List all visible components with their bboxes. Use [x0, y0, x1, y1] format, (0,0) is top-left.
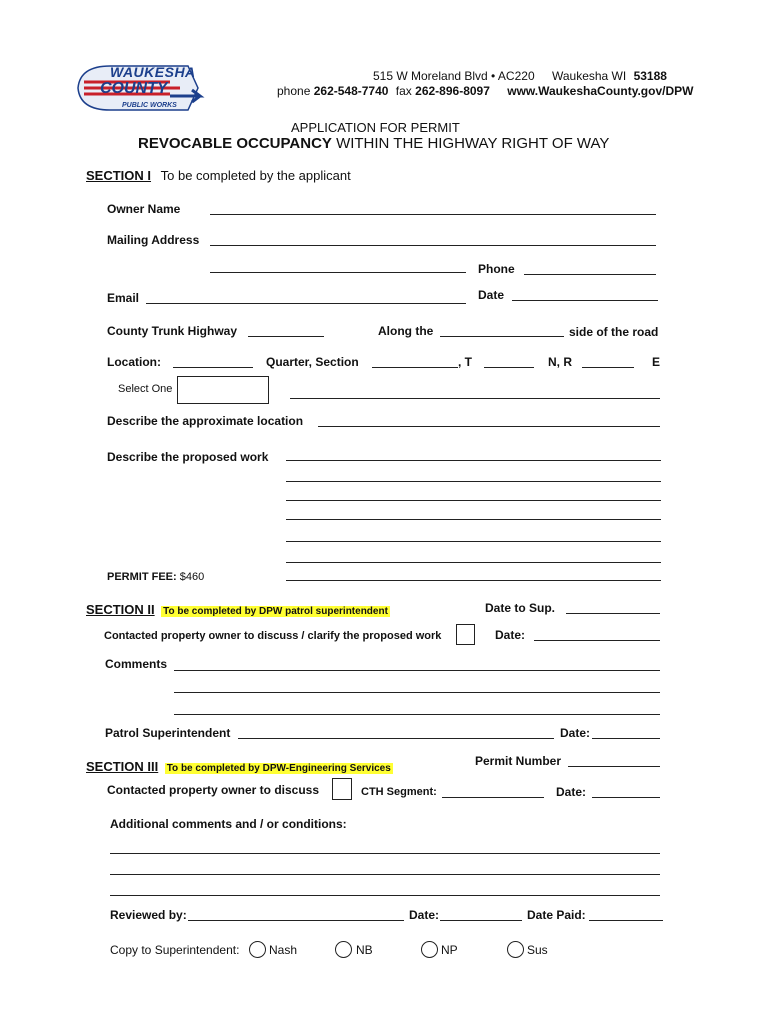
- reviewed-date-label: Date:: [409, 908, 440, 922]
- section1-heading: SECTION I: [86, 168, 152, 183]
- proposed-work-line[interactable]: [286, 519, 661, 520]
- approx-location-field[interactable]: [318, 426, 660, 427]
- form-title-line2: [138, 135, 609, 152]
- township-field[interactable]: [484, 367, 534, 368]
- phone-label: Phone: [478, 262, 515, 276]
- date-to-sup-label: Date to Sup.: [485, 601, 556, 615]
- side-of-road-label: side of the road: [569, 325, 659, 339]
- section3-date-label: Date:: [556, 785, 587, 799]
- address: 515 W Moreland Blvd • AC220: [373, 69, 535, 83]
- proposed-work-line[interactable]: [286, 481, 661, 482]
- along-the-label: Along the: [378, 324, 434, 338]
- radio-np[interactable]: [421, 941, 438, 958]
- additional-comments-line[interactable]: [110, 895, 660, 896]
- header-phone-line: [277, 84, 693, 98]
- reviewed-by-label: Reviewed by:: [110, 908, 187, 922]
- section-field[interactable]: [372, 367, 458, 368]
- proposed-work-line[interactable]: [286, 580, 661, 581]
- waukesha-county-logo: [70, 60, 205, 115]
- email-field[interactable]: [146, 303, 466, 304]
- comments-line[interactable]: [174, 714, 660, 715]
- range-field[interactable]: [582, 367, 634, 368]
- reviewed-date-field[interactable]: [440, 920, 522, 921]
- quarter-field[interactable]: [173, 367, 253, 368]
- proposed-work-line[interactable]: [286, 562, 661, 563]
- patrol-superintendent-field[interactable]: [238, 738, 554, 739]
- radio-nash-label: Nash: [269, 943, 298, 957]
- date-to-sup-field[interactable]: [566, 613, 660, 614]
- patrol-superintendent-label: Patrol Superintendent: [105, 726, 231, 740]
- zip: 53188: [633, 69, 667, 83]
- contacted-owner-checkbox[interactable]: [456, 624, 475, 645]
- fax-label: fax: [395, 84, 412, 98]
- contacted-owner-label: Contacted property owner to discuss / clarify the proposed work: [104, 630, 442, 642]
- radio-np-label: NP: [441, 943, 458, 957]
- section2-subtitle: To be completed by DPW patrol superintendent: [163, 606, 388, 617]
- cth-segment-label: CTH Segment:: [361, 786, 437, 798]
- radio-nb[interactable]: [335, 941, 352, 958]
- approx-location-label: Describe the approximate location: [107, 414, 304, 428]
- owner-name-label: Owner Name: [107, 202, 181, 216]
- section2-date-label: Date:: [495, 628, 526, 642]
- comments-line[interactable]: [174, 692, 660, 693]
- patrol-date-field[interactable]: [592, 738, 660, 739]
- email-label: Email: [107, 291, 140, 305]
- owner-name-field[interactable]: [210, 214, 656, 215]
- proposed-work-label: Describe the proposed work: [107, 450, 269, 464]
- mailing-address-label: Mailing Address: [107, 233, 200, 247]
- section3-header: [86, 758, 393, 776]
- date-label: Date: [478, 288, 505, 302]
- date-field[interactable]: [512, 300, 658, 301]
- cth-field[interactable]: [248, 336, 324, 337]
- additional-comments-label: Additional comments and / or conditions:: [110, 817, 347, 831]
- comments-line[interactable]: [174, 670, 660, 671]
- quarter-section-label: Quarter, Section: [266, 355, 359, 369]
- location-label: Location:: [107, 355, 161, 369]
- n-r-label: N, R: [548, 355, 572, 369]
- section3-contacted-checkbox[interactable]: [332, 778, 352, 800]
- township-label: , T: [458, 355, 472, 369]
- location-detail-field[interactable]: [290, 398, 660, 399]
- select-one-dropdown[interactable]: [177, 376, 269, 404]
- proposed-work-line[interactable]: [286, 500, 661, 501]
- section2-date-field[interactable]: [534, 640, 660, 641]
- proposed-work-line[interactable]: [286, 541, 661, 542]
- cth-label: County Trunk Highway: [107, 324, 238, 338]
- header-address-line: [373, 69, 667, 83]
- date-paid-label: Date Paid:: [527, 908, 586, 922]
- permit-fee-value: $460: [179, 571, 205, 583]
- patrol-date-label: Date:: [560, 726, 591, 740]
- proposed-work-line[interactable]: [286, 460, 661, 461]
- cth-segment-field[interactable]: [442, 797, 544, 798]
- permit-number-label: Permit Number: [475, 754, 562, 768]
- section3-contacted-label: Contacted property owner to discuss: [107, 783, 320, 797]
- section2-header: [86, 601, 390, 619]
- form-title-line1: APPLICATION FOR PERMIT: [291, 120, 460, 135]
- section2-heading: SECTION II: [86, 602, 155, 617]
- comments-label: Comments: [105, 657, 168, 671]
- form-title-bold: REVOCABLE OCCUPANCY: [138, 135, 332, 152]
- logo-line3: PUBLIC WORKS: [122, 102, 177, 109]
- copy-to-superintendent-label: Copy to Superintendent:: [110, 943, 240, 957]
- permit-fee-label: PERMIT FEE:: [107, 571, 177, 583]
- section1-header: [86, 168, 351, 183]
- mailing-address-field[interactable]: [210, 245, 656, 246]
- radio-nb-label: NB: [356, 943, 373, 957]
- reviewed-by-field[interactable]: [188, 920, 404, 921]
- phone-number: 262-548-7740: [313, 84, 389, 98]
- phone-label: phone: [277, 84, 311, 98]
- select-one-label: Select One: [118, 383, 173, 395]
- radio-nash[interactable]: [249, 941, 266, 958]
- website-link[interactable]: www.WaukeshaCounty.gov/DPW: [507, 84, 694, 98]
- side-field[interactable]: [440, 336, 564, 337]
- section3-heading: SECTION III: [86, 759, 159, 774]
- city: Waukesha WI: [551, 69, 627, 83]
- fax-number: 262-896-8097: [415, 84, 490, 98]
- permit-fee: [107, 571, 204, 583]
- radio-sus-label: Sus: [527, 943, 548, 957]
- e-label: E: [652, 355, 661, 369]
- additional-comments-line[interactable]: [110, 874, 660, 875]
- logo-line2: COUNTY: [100, 80, 168, 97]
- logo-line1: WAUKESHA: [110, 64, 196, 80]
- section3-subtitle: To be completed by DPW-Engineering Services: [166, 763, 391, 774]
- permit-number-field[interactable]: [568, 766, 660, 767]
- mailing-address-field-2[interactable]: [210, 272, 466, 273]
- form-title-rest: WITHIN THE HIGHWAY RIGHT OF WAY: [331, 135, 610, 152]
- radio-sus[interactable]: [507, 941, 524, 958]
- date-paid-field[interactable]: [589, 920, 663, 921]
- section1-subtitle: To be completed by the applicant: [160, 168, 351, 183]
- additional-comments-line[interactable]: [110, 853, 660, 854]
- section3-date-field[interactable]: [592, 797, 660, 798]
- phone-field[interactable]: [524, 274, 656, 275]
